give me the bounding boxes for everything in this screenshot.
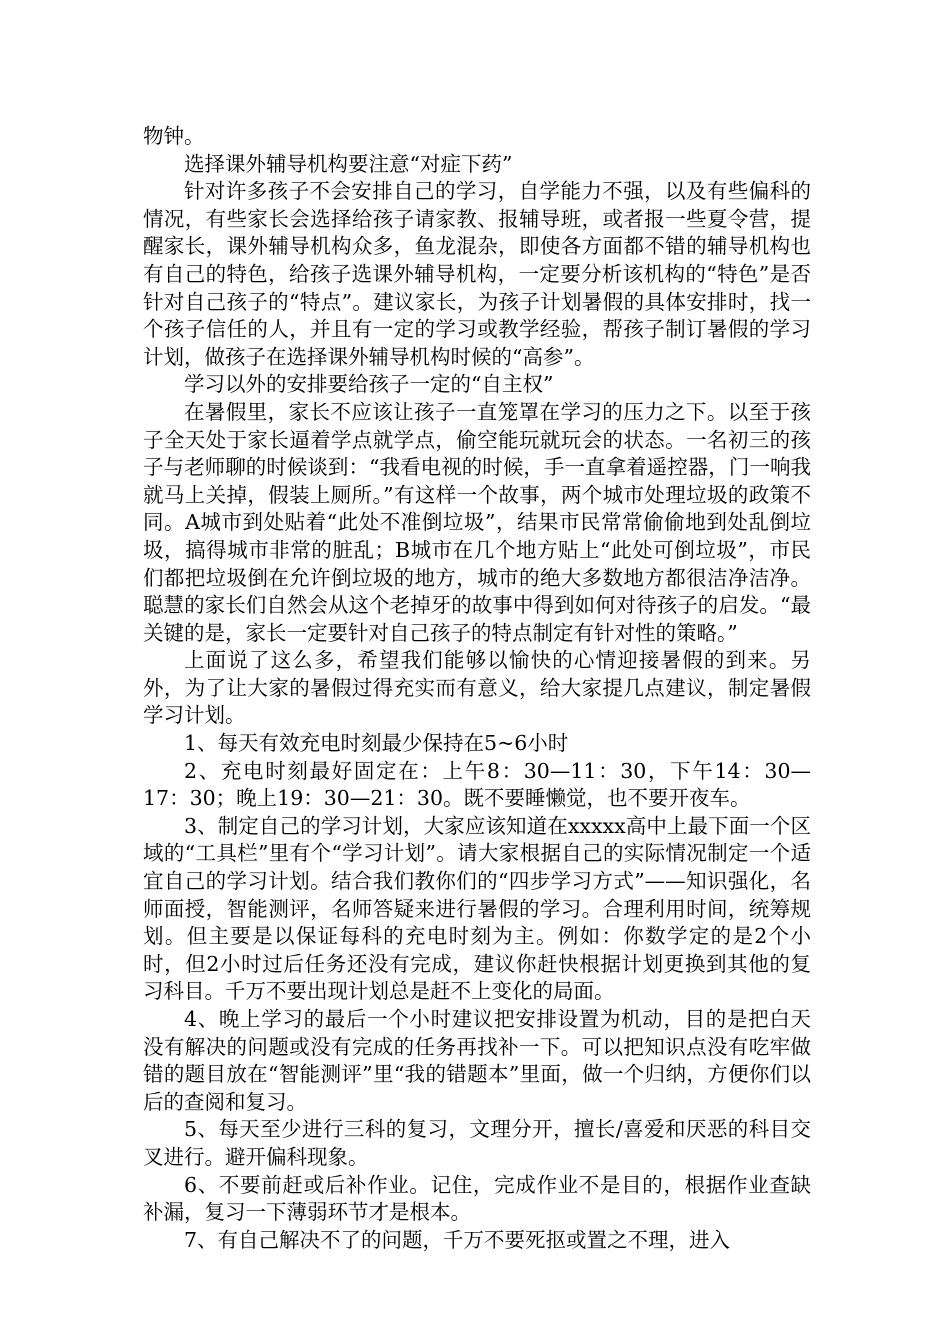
list-item: 1、每天有效充电时刻最少保持在5~6小时: [184, 731, 569, 756]
paragraph: 针对许多孩子不会安排自己的学习，自学能力不强，以及有些偏科的情况，有些家长会选择给孩子请家教、报辅导班，或者报一些夏令营，提醒家长，课外辅导机构众多，鱼龙混杂，即使各方面都不错的辅导机构也有自己的特色，给孩子选课外辅导机构，一定要分析该机构的“特色”是否针对自己孩子的“特点”。建议家长，为孩子计划暑假的具体安排时，找一个孩子信任的人，并且有一定的学习或教学经验，帮孩子制订暑假的学习计划，做孩子在选择课外辅导机构时候的“高参”。: [143, 179, 811, 369]
list-item: 2、充电时刻最好固定在：上午8：30—11：30，下午14：30—17：30；晚上19：30—21：30。既不要睡懒觉，也不要开夜车。: [143, 758, 811, 811]
paragraph: 在暑假里，家长不应该让孩子一直笼罩在学习的压力之下。以至于孩子全天处于家长逼着学点就学点，偷空能玩就玩会的状态。一名初三的孩子与老师聊的时候谈到：“我看电视的时候，手一直拿着遥控器，门一响我就马上关掉，假装上厕所。”有这样一个故事，两个城市处理垃圾的政策不同。A城市到处贴着“此处不准倒垃圾”，结果市民常常偷偷地到处乱倒垃圾，搞得城市非常的脏乱；B城市在几个地方贴上“此处可倒垃圾”，市民们都把垃圾倒在允许倒垃圾的地方，城市的绝大多数地方都很洁净洁净。聪慧的家长们自然会从这个老掉牙的故事中得到如何对待孩子的启发。“最关键的是，家长一定要针对自己孩子的特点制定有针对性的策略。”: [143, 399, 811, 645]
list-item: 4、晚上学习的最后一个小时建议把安排设置为机动，目的是把白天没有解决的问题或没有完成的任务再找补一下。可以把知识点没有吃牢做错的题目放在“智能测评”里“我的错题本”里面，做一个归纳，方便你们以后的查阅和复习。: [143, 1007, 811, 1114]
section-heading-tutoring: 选择课外辅导机构要注意“对症下药”: [184, 151, 513, 176]
list-item: 5、每天至少进行三科的复习，文理分开，擅长/喜爱和厌恶的科目交叉进行。避开偏科现象。: [143, 1117, 811, 1169]
list-item: 3、制定自己的学习计划，大家应该知道在xxxxx高中上最下面一个区域的“工具栏”里有个“学习计划”。请大家根据自己的实际情况制定一个适宜自己的学习计划。结合我们教你们的“四步学习方式”——知识强化，名师面授，智能测评，名师答疑来进行暑假的学习。合理利用时间，统筹规划。但主要是以保证每科的充电时刻为主。例如：你数学定的是2个小时，但2小时过后任务还没有完成，建议你赶快根据计划更换到其他的复习科目。千万不要出现计划总是赶不上变化的局面。: [143, 813, 811, 1004]
list-item: 7、有自己解决不了的问题，千万不要死抠或置之不理，进入: [184, 1227, 731, 1252]
section-heading-autonomy: 学习以外的安排要给孩子一定的“自主权”: [184, 372, 554, 397]
document-page: [143, 123, 811, 1254]
paragraph: 上面说了这么多，希望我们能够以愉快的心情迎接暑假的到来。另外，为了让大家的暑假过得充实而有意义，给大家提几点建议，制定暑假学习计划。: [143, 648, 811, 728]
paragraph: 物钟。: [143, 124, 205, 148]
list-item: 6、不要前赶或后补作业。记住，完成作业不是目的，根据作业查缺补漏，复习一下薄弱环节才是根本。: [143, 1172, 811, 1225]
